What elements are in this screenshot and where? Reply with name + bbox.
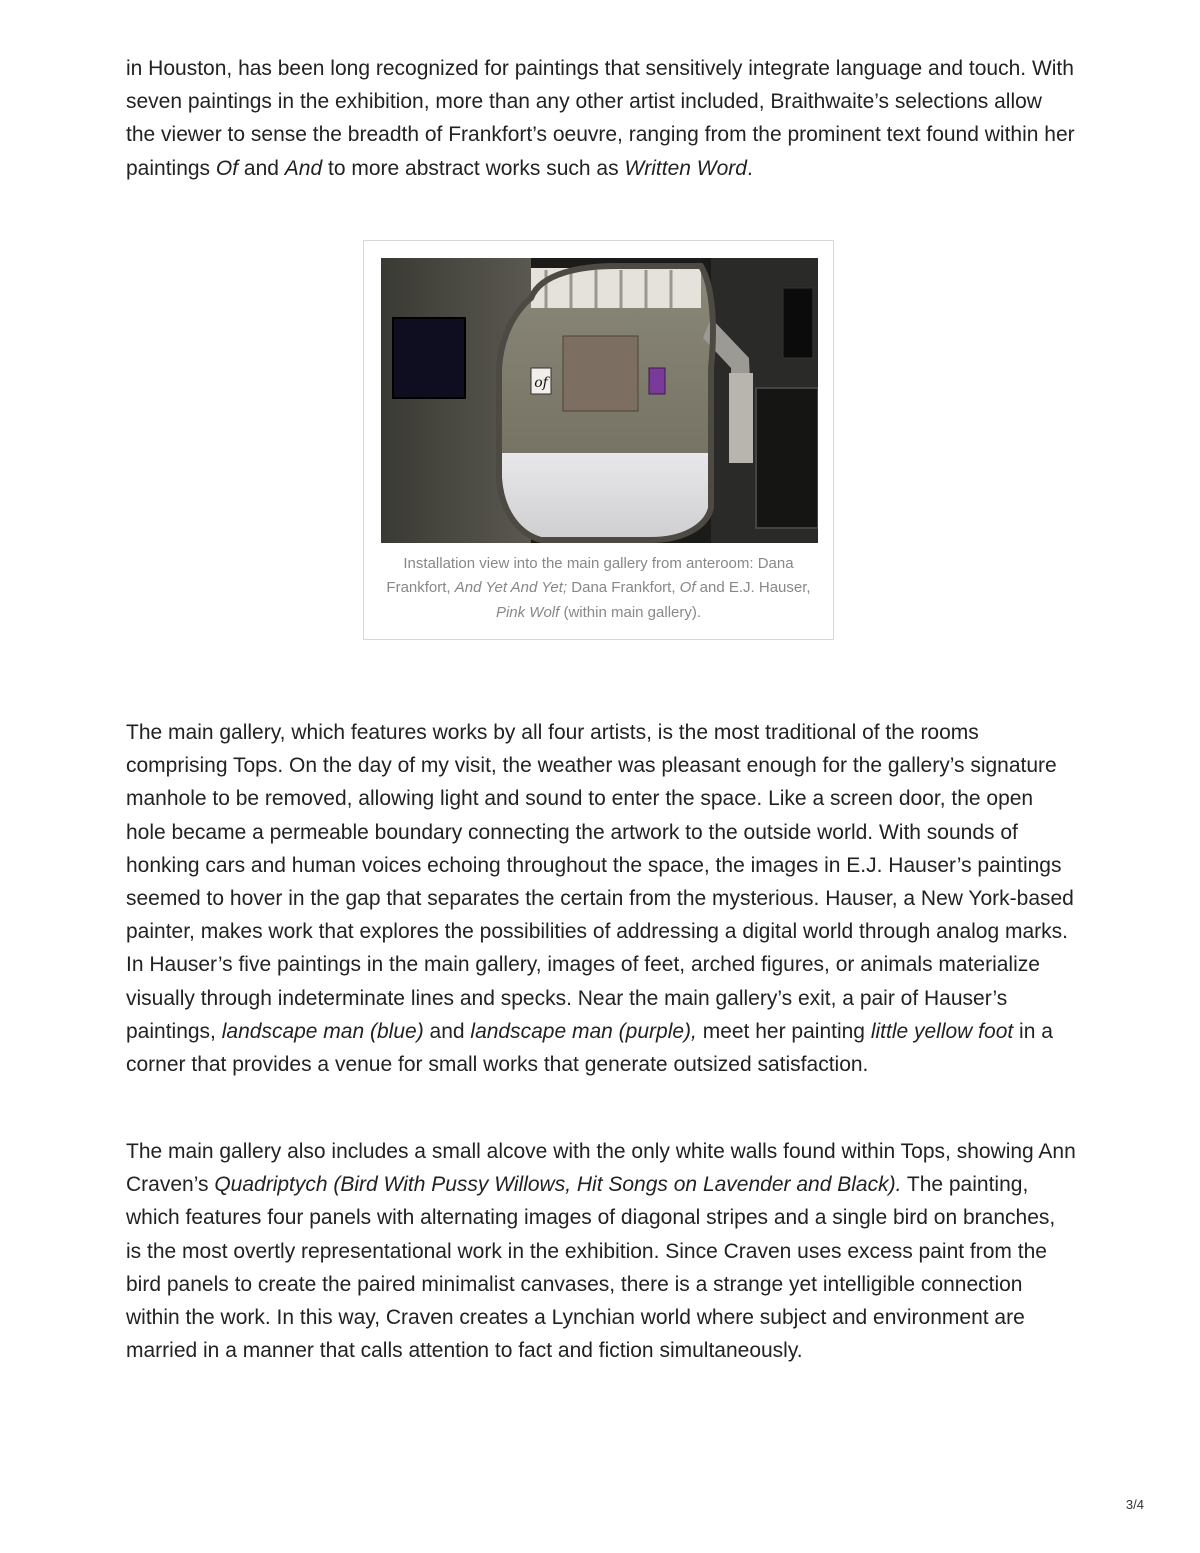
italic-title: Of [215, 156, 239, 180]
installation-photo [381, 258, 818, 543]
text-run: in a corner that provides a venue for small works that generate outsized satisfaction. [126, 1019, 1053, 1077]
text-run: in Houston, has been long recognized for paintings that sensitively integrate language and touch. With seven paintings in the exhibition, more than any other artist included, Braithwaite’s selections allow the viewer to sense the breadth of Frankfort’s oeuvre, ranging from the prominent text found within her paintings [126, 57, 1075, 180]
caption-text: (within main gallery). [559, 603, 702, 621]
italic-title: Written Word [624, 156, 747, 180]
text-run: The main gallery, which features works by all four artists, is the most traditional of the rooms comprising Tops. On the day of my visit, the weather was pleasant enough for the gallery’s signature manhole to be removed, allowing light and sound to enter the space. Like a screen door, the open hole became a permeable boundary connecting the artwork to the outside world. With sounds of honking cars and human voices echoing throughout the space, the images in E.J. Hauser’s paintings seemed to hover in the gap that separates the certain from the mysterious. Hauser, a New York-based painter, makes work that explores the possibilities of addressing a digital world through analog marks. In Hauser’s five paintings in the main gallery, images of feet, arched figures, or animals materialize visually through indeterminate lines and specks. Near the main gallery’s exit, a pair of Hauser’s paintings, [126, 721, 1074, 1043]
caption-text: Dana Frankfort, [567, 579, 680, 597]
paragraph-main-gallery [126, 716, 1076, 1081]
italic-title: Quadriptych (Bird With Pussy Willows, Hit Songs on Lavender and Black). [214, 1173, 902, 1197]
caption-italic: And Yet And Yet; [454, 579, 568, 597]
photo-illustration [381, 258, 818, 543]
installation-figure [363, 240, 834, 640]
paragraph-frankfort [126, 52, 1076, 185]
figure-caption [374, 552, 823, 625]
caption-italic: Pink Wolf [495, 603, 560, 621]
italic-title: And [284, 156, 323, 180]
italic-title: landscape man (blue) [221, 1019, 424, 1043]
text-run: The painting, which features four panels with alternating images of diagonal stripes and a single bird on branches, is the most overtly representational work in the exhibition. Since Craven uses excess paint from the bird panels to create the paired minimalist canvases, there is a strange yet intelligible connection within the work. In this way, Craven creates a Lynchian world where subject and environment are married in a manner that calls attention to fact and fiction simultaneously. [126, 1173, 1056, 1363]
painting-of-text: of [534, 375, 548, 391]
caption-italic: Of [679, 579, 696, 597]
text-run: The main gallery also includes a small alcove with the only white walls found within Tops, showing Ann Craven’s [126, 1140, 1076, 1197]
text-run: and [238, 156, 285, 180]
paragraph-alcove [126, 1135, 1076, 1367]
italic-title: landscape man (purple), [470, 1019, 697, 1043]
text-run: meet her painting [696, 1019, 871, 1043]
caption-text: Installation view into the main gallery from anteroom: Dana Frankfort, [386, 555, 794, 597]
text-run: and [423, 1019, 471, 1043]
page-number: 3/4 [1125, 1497, 1144, 1512]
text-run: . [746, 156, 753, 180]
text-run: to more abstract works such as [322, 156, 625, 180]
caption-text: and E.J. Hauser, [695, 579, 811, 597]
italic-title: little yellow foot [870, 1019, 1014, 1043]
